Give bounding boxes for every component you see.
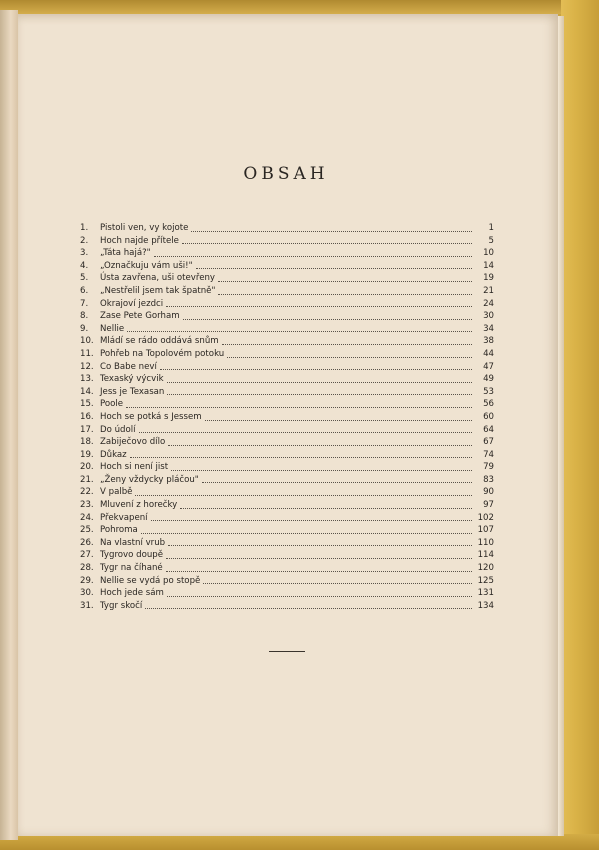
toc-entry-page: 74 [483,449,494,460]
table-of-contents [80,222,494,612]
toc-entry [80,562,494,575]
toc-entry [80,323,494,336]
toc-dot-leader [167,394,472,395]
toc-entry-title: Hoch najde přítele [100,235,179,246]
book-cover-bottom [0,834,599,850]
toc-entry-page: 60 [483,411,494,422]
toc-entry-number: 26. [80,537,94,548]
page-title: OBSAH [243,164,329,184]
toc-entry-page: 79 [483,462,494,473]
toc-entry [80,537,494,550]
toc-entry-page: 67 [483,437,494,448]
toc-dot-leader [139,432,472,433]
toc-entry [80,247,494,260]
toc-entry [80,436,494,449]
toc-entry-page: 131 [477,588,494,599]
toc-entry [80,361,494,374]
toc-dot-leader [218,294,472,295]
toc-entry-page: 102 [477,512,494,523]
toc-entry-title: Hoch si není jist [100,462,169,473]
toc-entry-title: Okrajoví jezdci [100,298,164,309]
book-cover-top [0,0,599,14]
toc-entry-page: 64 [483,424,494,435]
toc-entry [80,386,494,399]
toc-entry-number: 20. [80,462,94,473]
toc-dot-leader [202,482,472,483]
toc-entry [80,600,494,613]
toc-dot-leader [135,495,472,496]
book-page [18,14,558,836]
end-rule [269,651,305,652]
toc-entry-page: 21 [483,285,494,296]
toc-dot-leader [141,533,472,534]
toc-entry-number: 15. [80,399,94,410]
toc-entry [80,310,494,323]
toc-entry-number: 13. [80,374,94,385]
toc-entry-page: 107 [477,525,494,536]
toc-entry-number: 17. [80,424,94,435]
toc-dot-leader [183,319,472,320]
toc-entry-page: 114 [477,550,494,561]
toc-entry-title: Texaský výcvik [100,374,164,385]
toc-dot-leader [126,407,472,408]
toc-dot-leader [222,344,472,345]
toc-dot-leader [127,331,472,332]
toc-entry-title: Hoch jede sám [100,588,164,599]
toc-dot-leader [196,268,472,269]
toc-entry-number: 18. [80,437,94,448]
toc-entry-title: Pohřeb na Topolovém potoku [100,348,225,359]
toc-dot-leader [154,256,472,257]
toc-entry-page: 34 [483,323,494,334]
book-gutter [0,10,18,840]
toc-dot-leader [171,470,472,471]
toc-entry-number: 5. [80,273,89,284]
toc-entry-number: 8. [80,311,89,322]
toc-entry-number: 9. [80,323,89,334]
toc-entry [80,260,494,273]
toc-entry-number: 6. [80,285,89,296]
toc-entry-number: 19. [80,449,94,460]
toc-entry-page: 44 [483,348,494,359]
toc-entry [80,272,494,285]
toc-entry-number: 10. [80,336,94,347]
toc-entry-number: 14. [80,386,94,397]
toc-dot-leader [167,596,472,597]
toc-entry-title: Nellie [100,323,125,334]
toc-entry-page: 49 [483,374,494,385]
toc-entry-title: Pistoli ven, vy kojote [100,223,189,233]
toc-entry-page: 120 [477,563,494,574]
toc-entry [80,335,494,348]
toc-entry [80,411,494,424]
toc-entry [80,348,494,361]
toc-dot-leader [166,558,472,559]
toc-entry [80,461,494,474]
toc-entry-title: Ústa zavřena, uši otevřeny [100,273,216,284]
toc-entry-number: 28. [80,563,94,574]
toc-dot-leader [227,357,472,358]
toc-dot-leader [167,382,472,383]
toc-entry-number: 27. [80,550,94,561]
toc-entry-page: 97 [483,500,494,511]
toc-entry-title: Zabiječovo dílo [100,437,166,448]
toc-entry-page: 125 [477,575,494,586]
toc-entry [80,373,494,386]
toc-entry [80,549,494,562]
toc-entry [80,424,494,437]
toc-entry [80,499,494,512]
toc-entry-title: Pohroma [100,525,138,536]
toc-entry [80,524,494,537]
toc-entry-number: 12. [80,361,94,372]
toc-entry [80,449,494,462]
toc-entry-number: 29. [80,575,94,586]
toc-entry-title: Nellie se vydá po stopě [100,575,201,586]
toc-entry [80,486,494,499]
toc-entry [80,235,494,248]
toc-entry-number: 2. [80,235,89,246]
toc-entry-title: Tygr na číhané [100,563,163,574]
toc-entry [80,474,494,487]
toc-entry-number: 7. [80,298,89,309]
toc-entry-title: Zase Pete Gorham [100,311,180,322]
toc-dot-leader [203,583,472,584]
toc-entry-title: V palbě [100,487,133,498]
toc-entry-number: 22. [80,487,94,498]
toc-dot-leader [160,369,472,370]
toc-entry-number: 4. [80,260,89,271]
toc-entry-page: 5 [488,235,494,246]
toc-entry-title: Poole [100,399,124,410]
toc-entry [80,285,494,298]
toc-dot-leader [168,445,472,446]
toc-dot-leader [166,571,472,572]
toc-entry-title: Mluvení z horečky [100,500,178,511]
toc-entry-title: Co Babe neví [100,361,157,372]
toc-entry-title: Jess je Texasan [100,386,165,397]
toc-entry [80,587,494,600]
toc-dot-leader [130,457,472,458]
toc-dot-leader [168,545,472,546]
toc-entry-number: 31. [80,600,94,611]
toc-dot-leader [145,608,472,609]
toc-dot-leader [151,520,472,521]
toc-entry-page: 38 [483,336,494,347]
toc-entry-page: 110 [477,537,494,548]
toc-entry-number: 3. [80,248,89,259]
toc-entry-title: Mládí se rádo oddává snům [100,336,219,347]
toc-entry-title: Do údolí [100,424,136,435]
toc-entry-page: 134 [477,600,494,611]
toc-dot-leader [166,306,472,307]
toc-entry-title: Na vlastní vrub [100,537,166,548]
toc-entry-page: 56 [483,399,494,410]
toc-entry-number: 16. [80,411,94,422]
toc-entry-title: Tygr skočí [100,600,143,611]
toc-dot-leader [205,420,472,421]
toc-entry-number: 24. [80,512,94,523]
toc-entry-title: „Táta hajá?" [100,248,151,259]
toc-entry-page: 53 [483,386,494,397]
toc-entry-page: 83 [483,474,494,485]
toc-entry-title: „Označkuju vám uši!" [100,260,193,271]
toc-dot-leader [182,243,472,244]
toc-entry-title: Důkaz [100,449,127,460]
toc-entry-page: 47 [483,361,494,372]
toc-entry [80,298,494,311]
toc-entry [80,222,494,235]
toc-entry-title: „Nestřelil jsem tak špatně" [100,285,216,296]
toc-entry-title: Tygrovo doupě [100,550,164,561]
toc-entry-number: 21. [80,474,94,485]
toc-entry-number: 1. [80,223,89,233]
toc-entry [80,512,494,525]
toc-entry-number: 30. [80,588,94,599]
toc-entry-page: 90 [483,487,494,498]
toc-entry-title: Překvapení [100,512,148,523]
toc-entry-number: 23. [80,500,94,511]
toc-entry-page: 19 [483,273,494,284]
toc-entry-title: „Ženy vždycky pláčou" [100,474,199,485]
toc-entry-page: 10 [483,248,494,259]
toc-entry-page: 30 [483,311,494,322]
toc-entry [80,398,494,411]
book-cover-right [561,0,599,850]
toc-entry [80,575,494,588]
toc-entry-page: 1 [488,223,494,233]
toc-entry-number: 11. [80,348,94,359]
toc-entry-page: 24 [483,298,494,309]
toc-entry-number: 25. [80,525,94,536]
toc-dot-leader [180,508,472,509]
toc-entry-title: Hoch se potká s Jessem [100,411,202,422]
toc-entry-page: 14 [483,260,494,271]
toc-dot-leader [191,231,472,232]
toc-dot-leader [218,281,472,282]
